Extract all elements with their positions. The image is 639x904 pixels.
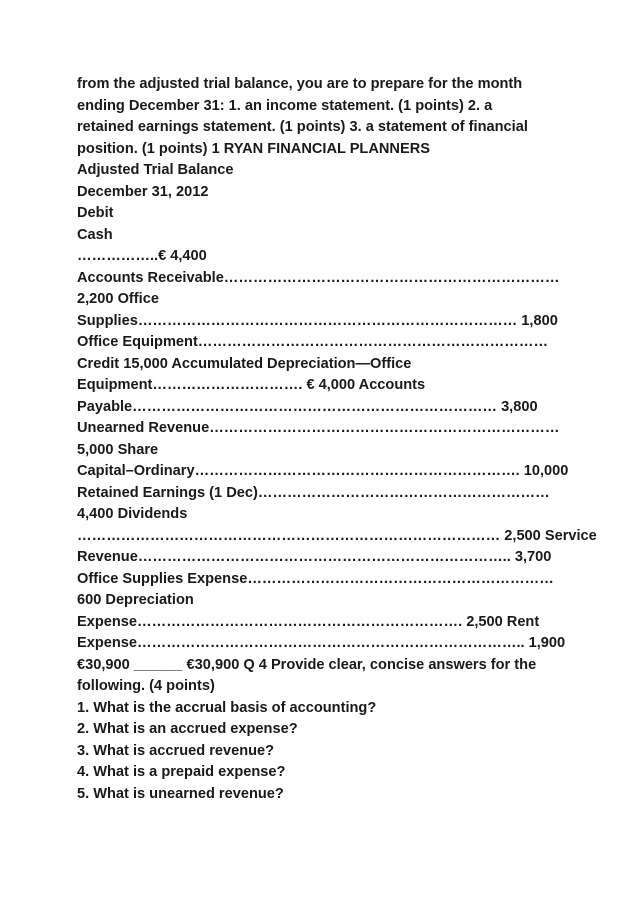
text-line: Credit 15,000 Accumulated Depreciation—Office: [77, 355, 412, 372]
text-line: Supplies…………………………………………………………………… 1,800: [77, 312, 558, 329]
text-line: Office Supplies Expense………………………………………………………: [77, 570, 554, 587]
text-line: Revenue………………………………………………………………….. 3,700: [77, 549, 552, 565]
question-1: 1. What is the accrual basis of accounting?: [77, 699, 377, 716]
text-line: Retained Earnings (1 Dec)……………………………………………………: [77, 484, 550, 501]
text-line: 600 Depreciation: [77, 592, 194, 608]
text-line: ……………..€ 4,400: [77, 248, 207, 264]
text-line: Adjusted Trial Balance: [77, 162, 234, 178]
text-line: Office Equipment………………………………………………………………: [77, 334, 549, 350]
text-line: ending December 31: 1. an income statement. (1 points) 2. a: [77, 97, 493, 114]
text-line: Expense…………………………………………………………………….. 1,900: [77, 635, 566, 651]
question-2: 2. What is an accrued expense?: [77, 721, 298, 737]
question-5: 5. What is unearned revenue?: [77, 785, 284, 802]
text-line: following. (4 points): [77, 678, 215, 694]
text-line: Expense…………………………………………………………. 2,500 Rent: [77, 613, 540, 630]
text-line: Payable………………………………………………………………… 3,800: [77, 398, 538, 415]
question-3: 3. What is accrued revenue?: [77, 742, 275, 759]
text-line: 5,000 Share: [77, 441, 159, 458]
text-line: …………………………………………………………………………… 2,500 Service: [77, 527, 597, 544]
text-line: Debit: [77, 205, 114, 221]
text-line: Unearned Revenue………………………………………………………………: [77, 420, 560, 436]
text-line: 2,200 Office: [77, 291, 159, 307]
text-line: Equipment…………………………. € 4,000 Accounts: [77, 377, 426, 393]
document-text: [77, 74, 597, 805]
text-line: Cash: [77, 226, 113, 243]
text-line: December 31, 2012: [77, 183, 209, 200]
text-line: 4,400 Dividends: [77, 506, 188, 522]
text-line: Capital–Ordinary…………………………………………………………. 10,000: [77, 463, 569, 479]
text-line: from the adjusted trial balance, you are to prepare for the month: [77, 76, 523, 92]
text-line: €30,900 ______ €30,900 Q 4 Provide clear, concise answers for the: [77, 656, 537, 673]
text-line: position. (1 points) 1 RYAN FINANCIAL PLANNERS: [77, 140, 430, 157]
text-line: Accounts Receivable……………………………………………………………: [77, 269, 560, 286]
question-4: 4. What is a prepaid expense?: [77, 764, 286, 780]
text-line: retained earnings statement. (1 points) 3. a statement of financial: [77, 119, 528, 135]
